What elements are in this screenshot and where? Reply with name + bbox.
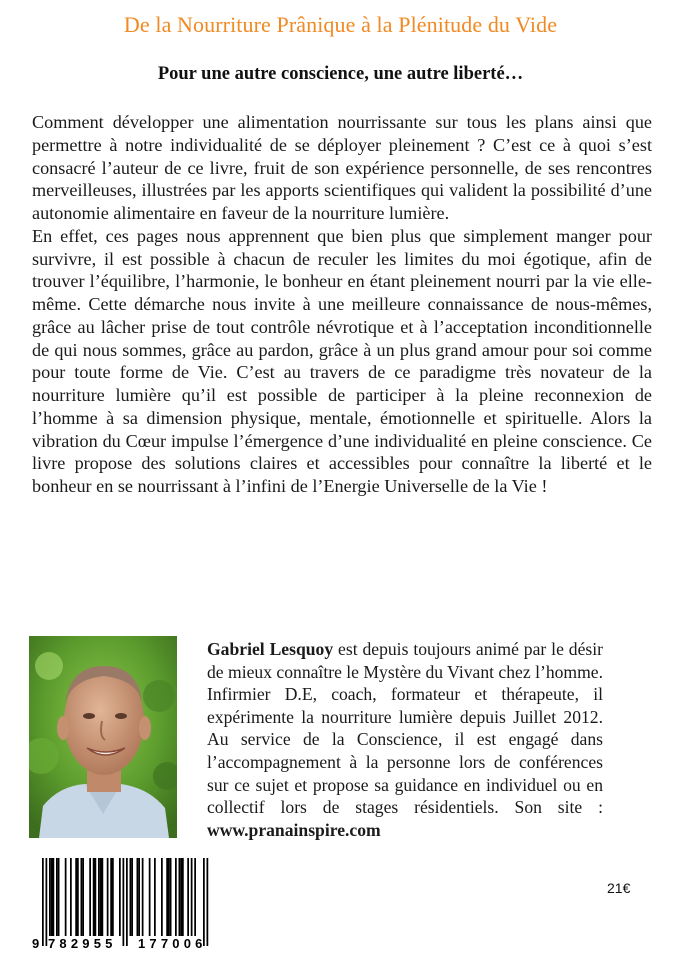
barcode-bar xyxy=(93,858,95,936)
price-label: 21€ xyxy=(607,880,631,896)
barcode-bar xyxy=(166,858,168,936)
barcode-bar xyxy=(138,858,140,936)
barcode-bar xyxy=(119,858,121,936)
barcode-first-digit: 9 xyxy=(32,936,40,950)
author-photo xyxy=(29,636,177,838)
barcode-bar xyxy=(49,858,51,936)
barcode-bar xyxy=(77,858,79,936)
book-title: De la Nourriture Prânique à la Plénitude du Vide xyxy=(123,12,558,37)
barcode-bar xyxy=(81,858,83,936)
barcode-bar xyxy=(75,858,77,936)
barcode-bar xyxy=(180,858,182,936)
barcode-bar xyxy=(149,858,151,936)
barcode-bar xyxy=(182,858,184,936)
back-cover-blurb xyxy=(32,111,652,498)
barcode-right-digits: 177006 xyxy=(138,936,207,950)
barcode-bar xyxy=(194,858,196,936)
barcode-bars xyxy=(42,858,208,946)
barcode-bar xyxy=(65,858,67,936)
barcode-left-digits: 782955 xyxy=(48,936,117,950)
isbn-barcode xyxy=(30,858,220,950)
barcode-bar xyxy=(191,858,193,936)
author-bio-text: est depuis toujours animé par le désir de mieux connaître le Mystère du Vivant chez l’homme. Infirmier D.E, coach, formateur et thérapeute, il expérimente la nourriture lumière depuis Juillet 2012. Au service de la Conscience, il est engagé dans l’accompagnement à la personne lors de conférences sur ce sujet et propose sa guidance en individuel ou en collectif lors de stages résidentiels. Son site : xyxy=(207,639,603,818)
barcode-bar xyxy=(46,858,48,946)
author-website-link[interactable]: www.pranainspire.com xyxy=(207,819,381,840)
barcode-bar xyxy=(100,858,102,936)
barcode-bar xyxy=(137,858,139,936)
blurb-paragraph: En effet, ces pages nous apprennent que bien plus que simplement manger pour survivre, il est possible à chacun de reculer les limites du moi égotique, afin de trouver l’équilibre, l’harmonie, le bonheur en étant pleinement nourri par la vie elle-même. Cette démarche nous invite à une meilleure connaissance de nous-mêmes, grâce au lâcher prise de tout contrôle névrotique et à l’acceptation inconditionnelle de qui nous sommes, grâce au pardon, grâce à un plus grand amour pour soi comme pour toute forme de Vie. C’est au travers de ce paradigme très novateur de la nourriture lumière qu’il est possible de participer à la pleine reconnexion de l’homme à sa dimension physique, mentale, émotionnelle et spirituelle. Alors la vibration du Cœur impulse l’émergence d’une individualité en pleine conscience. Ce livre propose des solutions claires et accessibles pour connaître la liberté et le bonheur en se nourrissant à l’infini de l’Energie Universelle de la Vie ! xyxy=(32,225,652,496)
barcode-bar xyxy=(89,858,91,936)
blurb-paragraph: Comment développer une alimentation nourrissante sur tous les plans ainsi que permettre à notre individualité de se déployer pleinement ? C’est ce à quoi s’est consacré l’auteur de ce livre, fruit de son expérience personnelle, de ses rencontres merveilleuses, illustrées par les apports scientifiques qui valident la possibilité d’une autonomie alimentaire en faveur de la nourriture lumière. xyxy=(32,112,652,223)
barcode-bar xyxy=(170,858,172,936)
barcode-bar xyxy=(123,858,125,946)
barcode-bar xyxy=(175,858,177,936)
barcode-bar xyxy=(187,858,189,936)
barcode-bar xyxy=(42,858,44,946)
barcode-bar xyxy=(102,858,104,936)
barcode-bar xyxy=(56,858,58,936)
barcode-bar xyxy=(131,858,133,936)
barcode-bar xyxy=(112,858,114,936)
barcode-bar xyxy=(142,858,144,936)
book-subtitle: Pour une autre conscience, une autre liberté… xyxy=(157,64,524,84)
barcode-bar xyxy=(179,858,181,936)
barcode-bar xyxy=(203,858,205,946)
barcode-bar xyxy=(82,858,84,936)
barcode-bar xyxy=(51,858,53,936)
barcode-bar xyxy=(161,858,163,936)
barcode-bar xyxy=(98,858,100,936)
barcode-bar xyxy=(110,858,112,936)
barcode-bar xyxy=(107,858,109,936)
barcode-bar xyxy=(70,858,72,936)
barcode-bar xyxy=(168,858,170,936)
barcode-bar xyxy=(58,858,60,936)
barcode-bar xyxy=(207,858,209,946)
author-bio xyxy=(207,638,603,841)
barcode-bar xyxy=(126,858,128,946)
author-name: Gabriel Lesquoy xyxy=(207,639,334,659)
author-portrait-icon xyxy=(29,636,177,838)
barcode-bar xyxy=(130,858,132,936)
barcode-bar xyxy=(53,858,55,936)
barcode-bar xyxy=(154,858,156,936)
barcode-bar xyxy=(95,858,97,936)
